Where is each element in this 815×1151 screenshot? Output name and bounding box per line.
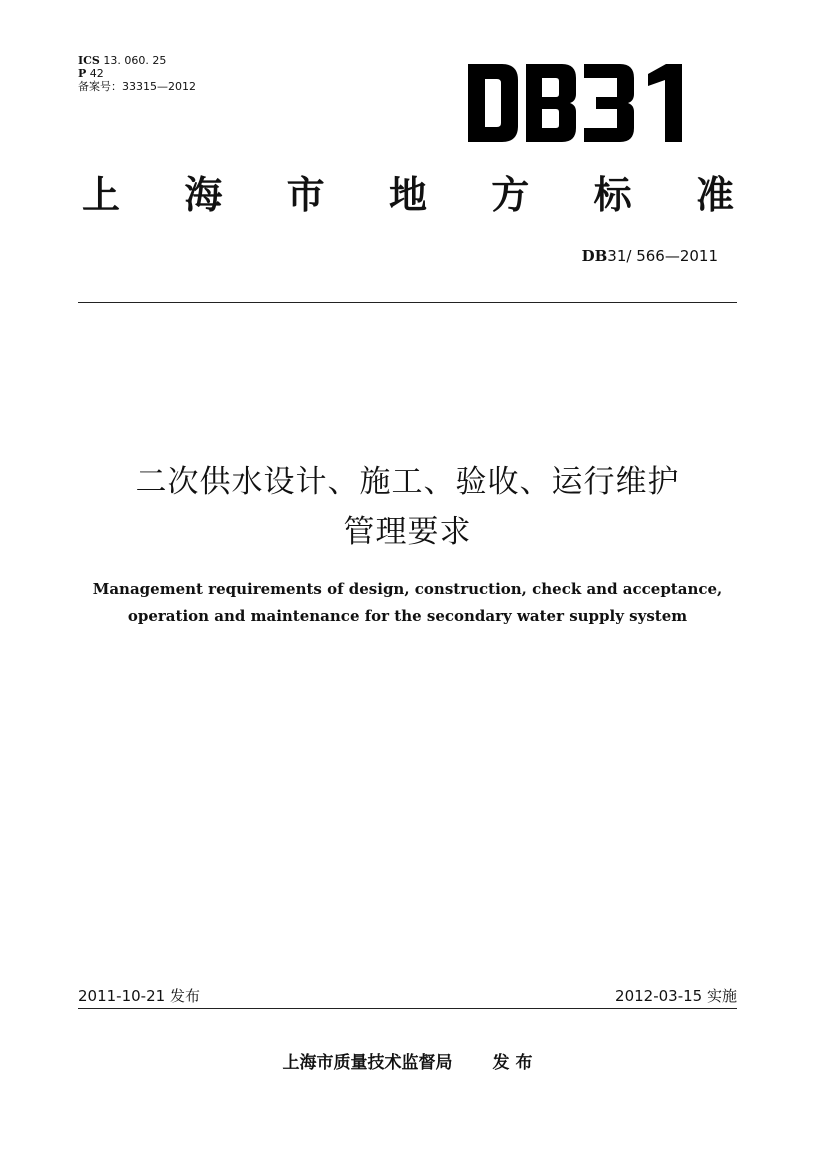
issue-date: 2011-10-21 发布 xyxy=(78,987,200,1005)
publisher-action: 发 布 xyxy=(492,1053,533,1073)
standard-type-char: 海 xyxy=(184,173,223,217)
ics-value: 13. 060. 25 xyxy=(103,54,167,67)
standard-type-char: 上 xyxy=(81,173,120,217)
filing-value: 33315—2012 xyxy=(122,80,196,93)
standard-type-char: 准 xyxy=(695,173,734,217)
standard-type-char: 市 xyxy=(286,173,325,217)
publisher xyxy=(0,1048,815,1073)
p-value: 42 xyxy=(89,67,104,80)
p-label: P xyxy=(78,67,87,80)
top-divider xyxy=(78,302,737,303)
en-title-line1: Management requirements of design, construction, check and acceptance, xyxy=(92,580,723,598)
standard-type-char: 方 xyxy=(491,173,530,217)
publisher-name: 上海市质量技术监督局 xyxy=(282,1053,453,1073)
filing-line xyxy=(78,80,196,93)
logo-digit-3 xyxy=(584,64,634,142)
standard-type-char: 标 xyxy=(593,173,632,217)
db31-logo xyxy=(468,64,690,142)
filing-label: 备案号： xyxy=(78,80,122,93)
implement-date: 2012-03-15 实施 xyxy=(615,987,737,1005)
standard-type-char: 地 xyxy=(388,173,427,217)
standard-number-rest: 31/ 566—2011 xyxy=(607,247,718,265)
logo-letter-b xyxy=(526,64,576,142)
cn-title-line1: 二次供水设计、施工、验收、运行维护 xyxy=(135,464,680,500)
cn-title-line2: 管理要求 xyxy=(343,514,472,550)
ics-label: ICS xyxy=(78,54,100,67)
ics-line xyxy=(78,54,196,67)
standard-type-title xyxy=(78,164,738,219)
logo-digit-1 xyxy=(648,64,682,142)
p-line xyxy=(78,67,196,80)
logo-letter-d xyxy=(468,64,518,142)
bottom-divider xyxy=(78,1008,737,1009)
standard-number xyxy=(582,247,718,265)
standard-number-prefix: DB xyxy=(581,247,608,265)
header-meta xyxy=(78,54,196,93)
en-title-line2: operation and maintenance for the secondary water supply system xyxy=(127,607,688,625)
